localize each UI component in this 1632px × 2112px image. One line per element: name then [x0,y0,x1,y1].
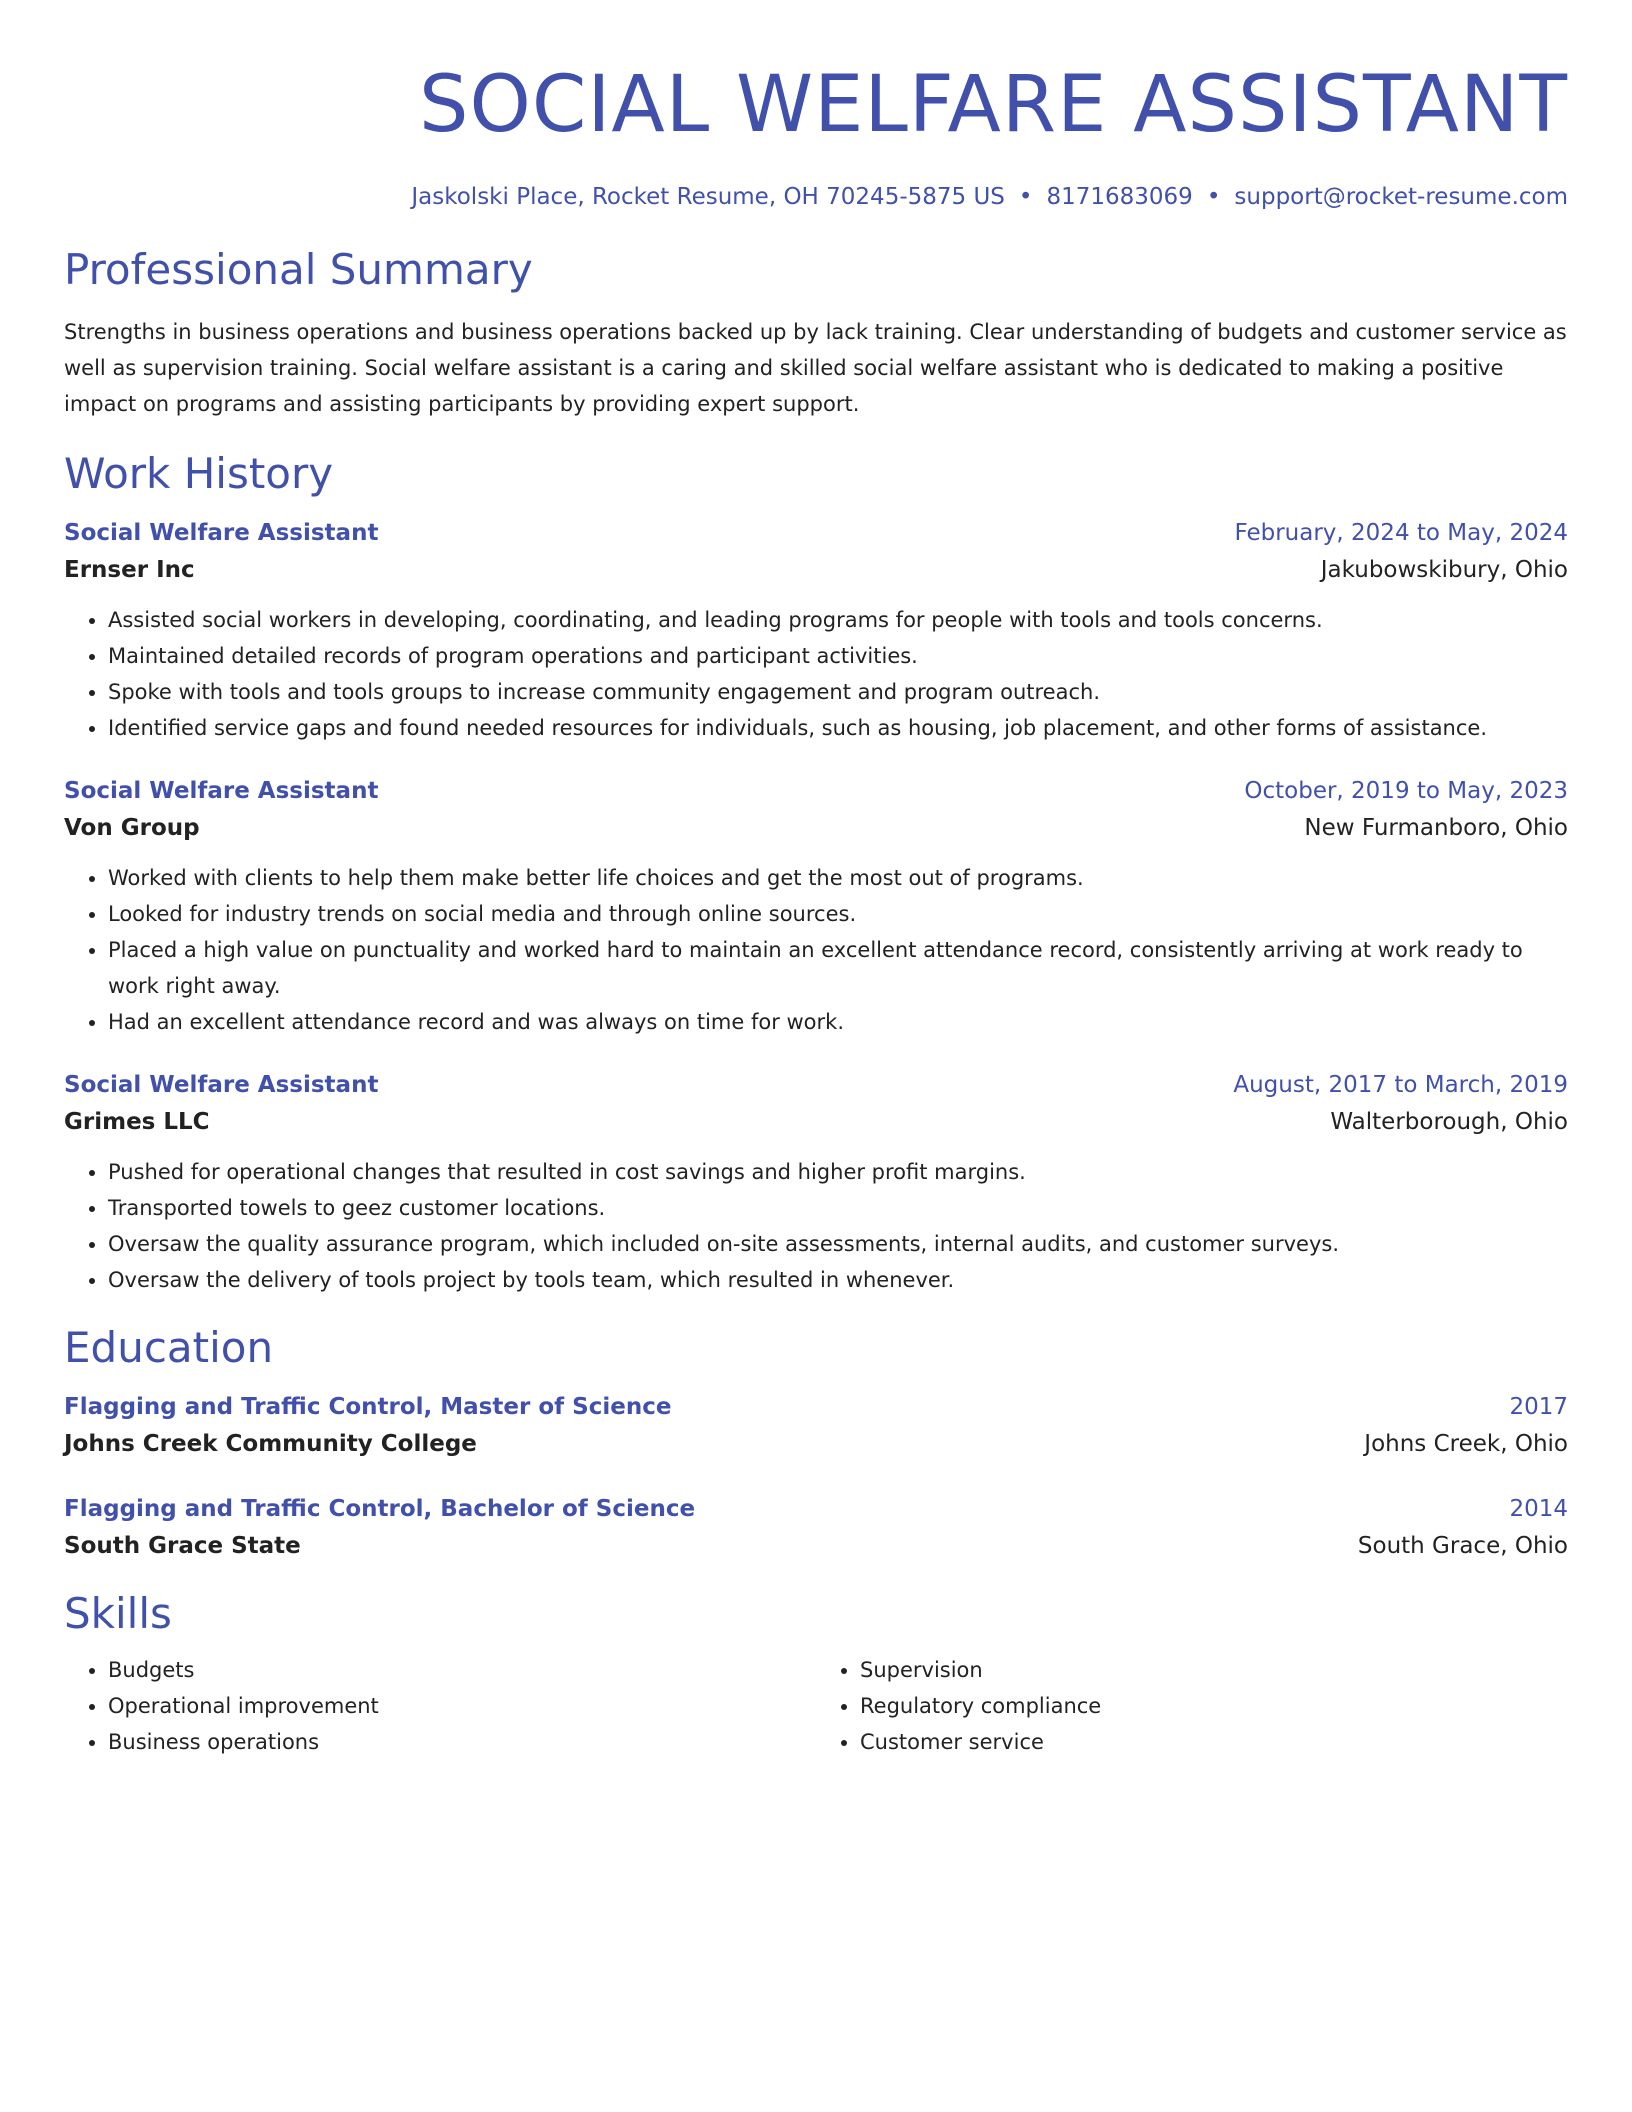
skill-item: • Regulatory compliance [860,1688,1568,1724]
job-bullet: • Had an excellent attendance record and was always on time for work. [108,1004,1568,1040]
contact-separator: • [1018,184,1033,210]
contact-address: Jaskolski Place, Rocket Resume, OH 70245-5875 US [411,184,1005,210]
skill-item: • Supervision [860,1652,1568,1688]
job-bullet: • Assisted social workers in developing, coordinating, and leading programs for people with tools and tools concerns. [108,602,1568,638]
job-bullet: • Oversaw the delivery of tools project by tools team, which resulted in whenever. [108,1262,1568,1298]
job-title: Social Welfare Assistant [64,1072,379,1098]
skill-item: • Business operations [108,1724,816,1760]
skills-list [64,1652,1568,1760]
job-bullet: • Oversaw the quality assurance program, which included on-site assessments, internal audits, and customer surveys. [108,1226,1568,1262]
job-bullet: • Placed a high value on punctuality and worked hard to maintain an excellent attendance record, consistently arriving at work ready to work right away. [108,932,1568,1004]
job-location: Walterborough, Ohio [1330,1109,1568,1135]
job-dates: October, 2019 to May, 2023 [1244,778,1568,804]
job-entry [64,516,1568,746]
education-location: South Grace, Ohio [1357,1533,1568,1559]
job-bullet: • Pushed for operational changes that resulted in cost savings and higher profit margins. [108,1154,1568,1190]
education-heading: Education [64,1323,274,1372]
resume-name: SOCIAL WELFARE ASSISTANT [418,60,1568,150]
summary-text: Strengths in business operations and business operations backed up by lack training. Clear understanding of budgets and customer service as well as supervision training. Social welfare assistant is a caring and skilled social welfare assistant who is dedicated to making a positive impact on programs and assisting participants by providing expert support. [64,320,1567,416]
contact-separator: • [1206,184,1221,210]
job-bullet: • Maintained detailed records of program operations and participant activities. [108,638,1568,674]
education-degree: Flagging and Traffic Control, Master of Science [64,1394,672,1420]
job-title: Social Welfare Assistant [64,778,379,804]
contact-line [64,182,1568,212]
job-bullet: • Spoke with tools and tools groups to increase community engagement and program outreach. [108,674,1568,710]
skills-heading: Skills [64,1589,172,1638]
job-bullet: • Looked for industry trends on social media and through online sources. [108,896,1568,932]
job-bullet: • Identified service gaps and found needed resources for individuals, such as housing, job placement, and other forms of assistance. [108,710,1568,746]
education-location: Johns Creek, Ohio [1364,1431,1568,1457]
skills-column-right [816,1652,1568,1760]
skill-item: • Budgets [108,1652,816,1688]
job-entry [64,1068,1568,1298]
contact-phone: 8171683069 [1046,184,1193,210]
skills-column-left [64,1652,816,1760]
education-school: Johns Creek Community College [64,1431,477,1457]
job-bullets [64,860,1568,1040]
education-entry [64,1390,1568,1464]
summary-heading: Professional Summary [64,245,533,294]
contact-email: support@rocket-resume.com [1234,184,1568,210]
job-bullet: • Transported towels to geez customer locations. [108,1190,1568,1226]
education-degree: Flagging and Traffic Control, Bachelor of Science [64,1496,696,1522]
skill-item: • Customer service [860,1724,1568,1760]
job-location: Jakubowskibury, Ohio [1320,557,1568,583]
education-year: 2017 [1509,1394,1568,1420]
job-bullets [64,602,1568,746]
education-entry [64,1492,1568,1566]
education-school: South Grace State [64,1533,301,1559]
job-bullet: • Worked with clients to help them make better life choices and get the most out of programs. [108,860,1568,896]
job-title: Social Welfare Assistant [64,520,379,546]
job-dates: February, 2024 to May, 2024 [1234,520,1568,546]
skill-item: • Operational improvement [108,1688,816,1724]
job-location: New Furmanboro, Ohio [1304,815,1568,841]
work-history-heading: Work History [64,449,334,498]
education-year: 2014 [1509,1496,1568,1522]
job-entry [64,774,1568,1040]
job-dates: August, 2017 to March, 2019 [1233,1072,1568,1098]
job-bullets [64,1154,1568,1298]
job-company: Ernser Inc [64,557,195,583]
job-company: Grimes LLC [64,1109,210,1135]
job-company: Von Group [64,815,200,841]
